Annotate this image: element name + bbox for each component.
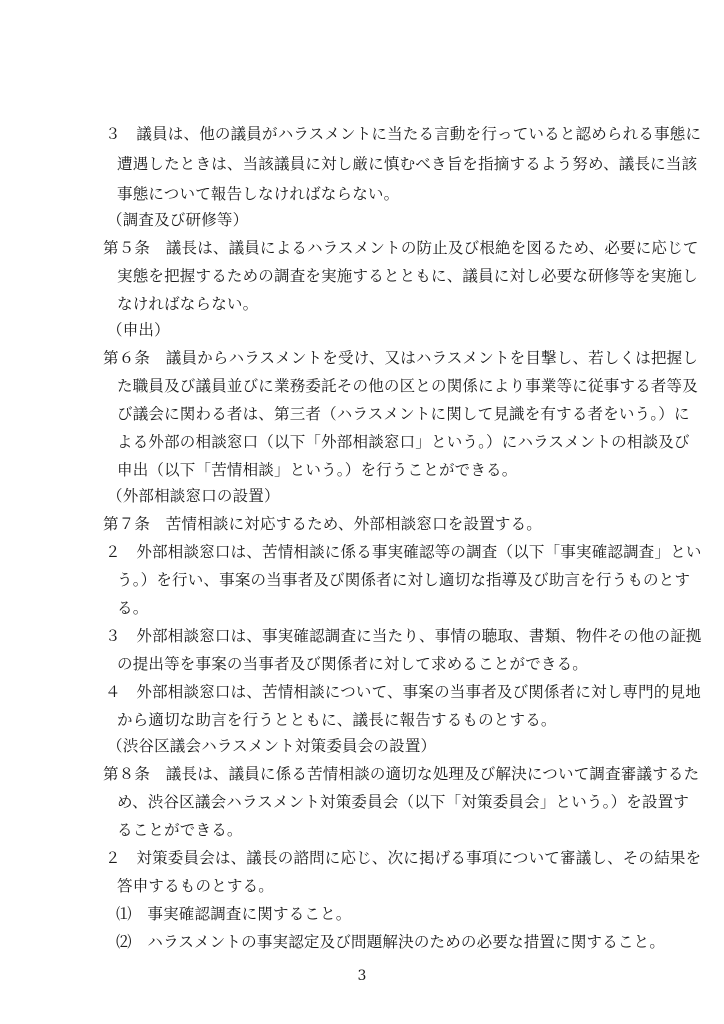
text-line: 実態を把握するための調査を実施するとともに、議員に対し必要な研修等を実施し (117, 267, 698, 285)
list-item: ⑵ ハラスメントの事実認定及び問題解決のための必要な措置に関すること。 (116, 933, 666, 951)
text-line: 答申するものとする。 (117, 877, 275, 895)
text-line: る。 (117, 599, 149, 617)
article-line: 第５条 議長は、議員によるハラスメントの防止及び根絶を図るため、必要に応じて (103, 239, 699, 257)
section-heading: （申出） (107, 321, 170, 339)
text-line: の提出等を事案の当事者及び関係者に対して求めることができる。 (117, 655, 589, 673)
article-line: 第７条 苦情相談に対応するため、外部相談窓口を設置する。 (103, 515, 542, 533)
text-line: め、渋谷区議会ハラスメント対策委員会（以下「対策委員会」という。）を設置す (117, 793, 690, 811)
section-heading: （調査及び研修等） (107, 211, 249, 229)
text-line: 申出（以下「苦情相談」という。）を行うことができる。 (117, 461, 518, 479)
text-line: 事態について報告しなければならない。 (117, 185, 400, 203)
text-line: 遭遇したときは、当該議員に対し厳に慎むべき旨を指摘するよう努め、議長に当該 (117, 155, 698, 173)
list-item: ⑴ 事実確認調査に関すること。 (116, 905, 352, 923)
text-line: よる外部の相談窓口（以下「外部相談窓口」という。）にハラスメントの相談及び (117, 433, 690, 451)
article-line: 第６条 議員からハラスメントを受け、又はハラスメントを目撃し、若しくは把握し (103, 349, 699, 367)
text-line: ３ 外部相談窓口は、事実確認調査に当たり、事情の聴取、書類、物件その他の証拠 (105, 627, 702, 645)
text-line: ２ 対策委員会は、議長の諮問に応じ、次に掲げる事項について審議し、その結果を (105, 849, 702, 867)
text-line: ２ 外部相談窓口は、苦情相談に係る事実確認等の調査（以下「事実確認調査」とい (105, 543, 702, 561)
text-line: ４ 外部相談窓口は、苦情相談について、事案の当事者及び関係者に対し専門的見地 (105, 683, 701, 701)
text-line: び議会に関わる者は、第三者（ハラスメントに関して見識を有する者をいう。）に (117, 405, 690, 423)
article-line: 第８条 議長は、議員に係る苦情相談の適切な処理及び解決について調査審議するた (103, 765, 700, 783)
section-heading: （外部相談窓口の設置） (107, 487, 280, 505)
text-line: ることができる。 (117, 821, 243, 839)
section-heading: （渋谷区議会ハラスメント対策委員会の設置） (107, 737, 437, 755)
text-line: う。）を行い、事案の当事者及び関係者に対し適切な指導及び助言を行うものとす (117, 571, 691, 589)
text-line: から適切な助言を行うとともに、議長に報告するものとする。 (117, 711, 557, 729)
text-line: なければならない。 (117, 295, 259, 313)
page-number: 3 (357, 968, 367, 984)
text-line: ３ 議員は、他の議員がハラスメントに当たる言動を行っていると認められる事態に (105, 125, 702, 143)
text-line: た職員及び議員並びに業務委託その他の区との関係により事業等に従事する者等及 (117, 377, 698, 395)
